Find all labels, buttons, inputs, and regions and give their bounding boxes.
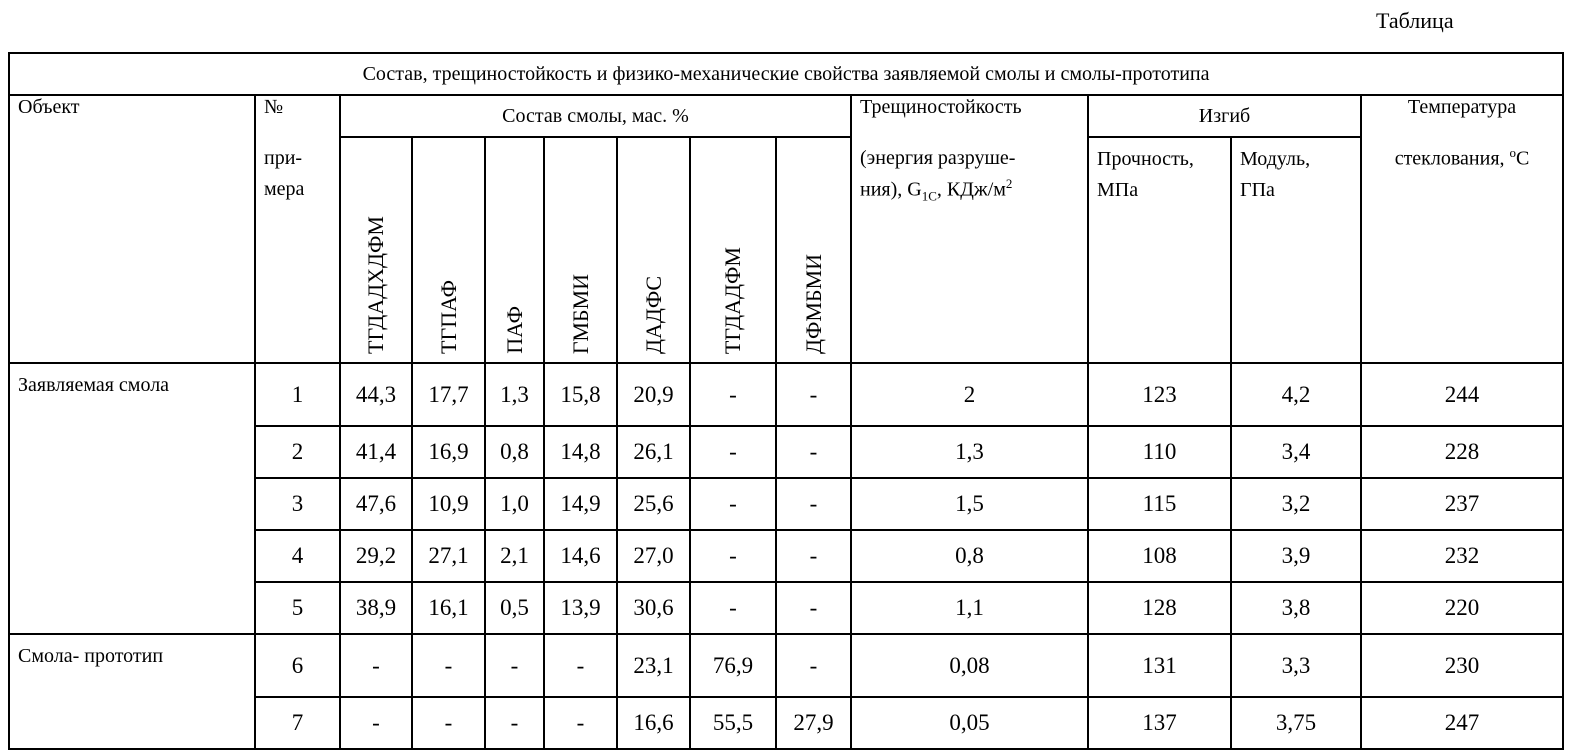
cell: 3,75 bbox=[1231, 697, 1361, 749]
cell: 27,1 bbox=[412, 530, 485, 582]
group-cont bbox=[9, 426, 255, 478]
properties-table bbox=[8, 52, 1564, 750]
header-crack-sub: (энергия разруше- ния), $G_{1C}$, КДж/$м^2$ bbox=[851, 137, 1088, 363]
cell: - bbox=[776, 478, 851, 530]
cell: - bbox=[690, 478, 776, 530]
cell: 47,6 bbox=[340, 478, 412, 530]
cell: 14,9 bbox=[544, 478, 617, 530]
cell: - bbox=[690, 582, 776, 634]
cell: 1,5 bbox=[851, 478, 1088, 530]
header-component-5: ДАДФС bbox=[617, 137, 690, 363]
cell: - bbox=[776, 363, 851, 426]
table-row bbox=[9, 478, 1563, 530]
cell: 27,0 bbox=[617, 530, 690, 582]
cell: - bbox=[544, 634, 617, 697]
cell: 7 bbox=[255, 697, 340, 749]
cell: 228 bbox=[1361, 426, 1563, 478]
cell: 110 bbox=[1088, 426, 1231, 478]
cell: 20,9 bbox=[617, 363, 690, 426]
cell: - bbox=[690, 363, 776, 426]
cell: - bbox=[340, 634, 412, 697]
cell: 2 bbox=[255, 426, 340, 478]
cell: 16,1 bbox=[412, 582, 485, 634]
table-row bbox=[9, 426, 1563, 478]
cell: 3,2 bbox=[1231, 478, 1361, 530]
cell: 1,3 bbox=[851, 426, 1088, 478]
table-row bbox=[9, 530, 1563, 582]
header-example-num: № bbox=[255, 95, 340, 137]
cell: 76,9 bbox=[690, 634, 776, 697]
table-caption: Состав, трещиностойкость и физико-механические свойства заявляемой смолы и смолы-прототипа bbox=[9, 53, 1563, 95]
cell: 230 bbox=[1361, 634, 1563, 697]
cell: - bbox=[776, 582, 851, 634]
cell: 3,3 bbox=[1231, 634, 1361, 697]
table-row bbox=[9, 363, 1563, 426]
header-component-1: ТГДАДХДФМ bbox=[340, 137, 412, 363]
group-cont bbox=[9, 530, 255, 582]
cell: 131 bbox=[1088, 634, 1231, 697]
cell: 1,3 bbox=[485, 363, 544, 426]
cell: 115 bbox=[1088, 478, 1231, 530]
group-cont bbox=[9, 478, 255, 530]
cell: - bbox=[776, 426, 851, 478]
header-object-cont bbox=[9, 137, 255, 363]
cell: 16,6 bbox=[617, 697, 690, 749]
cell: 108 bbox=[1088, 530, 1231, 582]
cell: 15,8 bbox=[544, 363, 617, 426]
cell: 13,9 bbox=[544, 582, 617, 634]
cell: - bbox=[340, 697, 412, 749]
table-label: Таблица bbox=[1376, 8, 1454, 33]
cell: 244 bbox=[1361, 363, 1563, 426]
cell: 2,1 bbox=[485, 530, 544, 582]
header-component-2: ТГПАФ bbox=[412, 137, 485, 363]
cell: 27,9 bbox=[776, 697, 851, 749]
cell: 1 bbox=[255, 363, 340, 426]
cell: 0,08 bbox=[851, 634, 1088, 697]
cell: 23,1 bbox=[617, 634, 690, 697]
cell: - bbox=[485, 634, 544, 697]
cell: 4 bbox=[255, 530, 340, 582]
header-composition: Состав смолы, мас. % bbox=[340, 95, 851, 137]
cell: 26,1 bbox=[617, 426, 690, 478]
cell: 14,8 bbox=[544, 426, 617, 478]
cell: 14,6 bbox=[544, 530, 617, 582]
cell: 1,1 bbox=[851, 582, 1088, 634]
cell: 5 bbox=[255, 582, 340, 634]
cell: 3,4 bbox=[1231, 426, 1361, 478]
cell: - bbox=[776, 634, 851, 697]
cell: 0,5 bbox=[485, 582, 544, 634]
cell: 220 bbox=[1361, 582, 1563, 634]
table-row bbox=[9, 582, 1563, 634]
cell: - bbox=[485, 697, 544, 749]
table-row bbox=[9, 697, 1563, 749]
cell: 0,05 bbox=[851, 697, 1088, 749]
cell: 16,9 bbox=[412, 426, 485, 478]
cell: 55,5 bbox=[690, 697, 776, 749]
cell: - bbox=[690, 530, 776, 582]
header-modulus: Модуль, ГПа bbox=[1231, 137, 1361, 363]
cell: 123 bbox=[1088, 363, 1231, 426]
cell: - bbox=[776, 530, 851, 582]
cell: 3 bbox=[255, 478, 340, 530]
cell: - bbox=[690, 426, 776, 478]
cell: 38,9 bbox=[340, 582, 412, 634]
cell: - bbox=[544, 697, 617, 749]
table-body bbox=[9, 363, 1563, 749]
header-component-4: ГМБМИ bbox=[544, 137, 617, 363]
cell: 0,8 bbox=[851, 530, 1088, 582]
cell: 6 bbox=[255, 634, 340, 697]
header-crack: Трещиностойкость bbox=[851, 95, 1088, 137]
cell: 3,8 bbox=[1231, 582, 1361, 634]
cell: - bbox=[412, 634, 485, 697]
header-example-sub: при- мера bbox=[255, 137, 340, 363]
cell: 29,2 bbox=[340, 530, 412, 582]
cell: - bbox=[412, 697, 485, 749]
group-cont bbox=[9, 697, 255, 749]
cell: 25,6 bbox=[617, 478, 690, 530]
cell: 4,2 bbox=[1231, 363, 1361, 426]
group-cont bbox=[9, 582, 255, 634]
cell: 1,0 bbox=[485, 478, 544, 530]
table-row bbox=[9, 634, 1563, 697]
group-label-prototype: Смола- прототип bbox=[9, 634, 255, 697]
header-component-7: ДФМБМИ bbox=[776, 137, 851, 363]
header-bend: Изгиб bbox=[1088, 95, 1361, 137]
group-label-claimed: Заявляемая смола bbox=[9, 363, 255, 426]
cell: 44,3 bbox=[340, 363, 412, 426]
header-tg-sub: стеклования, $^о$С bbox=[1361, 137, 1563, 363]
cell: 0,8 bbox=[485, 426, 544, 478]
cell: 30,6 bbox=[617, 582, 690, 634]
cell: 17,7 bbox=[412, 363, 485, 426]
cell: 10,9 bbox=[412, 478, 485, 530]
cell: 41,4 bbox=[340, 426, 412, 478]
cell: 2 bbox=[851, 363, 1088, 426]
header-component-3: ПАФ bbox=[485, 137, 544, 363]
cell: 247 bbox=[1361, 697, 1563, 749]
cell: 237 bbox=[1361, 478, 1563, 530]
cell: 3,9 bbox=[1231, 530, 1361, 582]
header-strength: Прочность, МПа bbox=[1088, 137, 1231, 363]
cell: 232 bbox=[1361, 530, 1563, 582]
header-component-6: ТГДАДФМ bbox=[690, 137, 776, 363]
cell: 137 bbox=[1088, 697, 1231, 749]
cell: 128 bbox=[1088, 582, 1231, 634]
header-object: Объект bbox=[9, 95, 255, 137]
header-tg: Температура bbox=[1361, 95, 1563, 137]
